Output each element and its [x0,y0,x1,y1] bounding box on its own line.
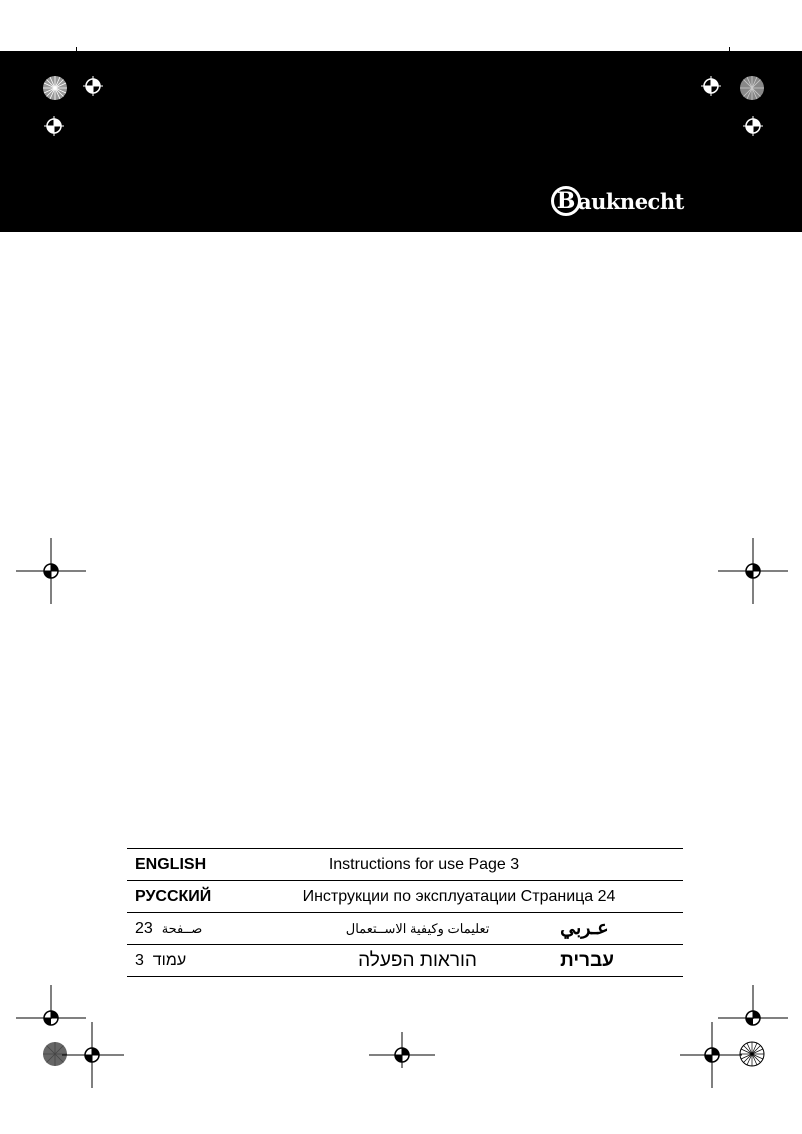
registration-target-icon [701,76,721,96]
color-calibration-disc-icon [738,74,766,102]
instructions-title: Instructions for use Page 3 [328,855,520,873]
registration-target-icon [16,538,86,604]
page-word: صــفحة [161,920,203,936]
instructions-title: تعليمات وكيفية الاســتعمال [345,920,490,936]
crop-mark-icon [76,47,77,99]
registration-target-icon [369,1022,435,1068]
registration-target-icon [83,76,103,96]
table-row [127,881,683,913]
instructions-title: Инструкции по эксплуатации Страница 24 [302,887,616,905]
page-reference [127,945,275,977]
page-reference [127,913,275,945]
registration-target-icon [743,116,763,136]
crop-mark-icon [729,47,730,99]
page-word: עמוד [152,951,187,969]
table-row [127,849,683,881]
language-label: עברית [560,949,614,971]
color-calibration-disc-icon [41,74,69,102]
registration-target-icon [680,1022,742,1088]
language-label: РУССКИЙ [135,887,212,905]
color-calibration-disc-icon [738,1040,766,1068]
registration-target-icon [44,116,64,136]
table-row [127,945,683,977]
logo-text: auknecht [578,188,684,214]
logo-letter: B [551,186,581,216]
instructions-title: הוראות הפעלה [358,949,477,971]
registration-target-icon [718,538,788,604]
registration-target-icon [62,1022,124,1088]
brand-logo [551,183,684,219]
language-index-table [127,848,683,977]
language-label: ENGLISH [135,855,207,873]
page-number: 3 [135,951,144,969]
page-number: 23 [135,919,153,937]
language-label: عـربي [560,918,609,939]
table-row [127,913,683,945]
